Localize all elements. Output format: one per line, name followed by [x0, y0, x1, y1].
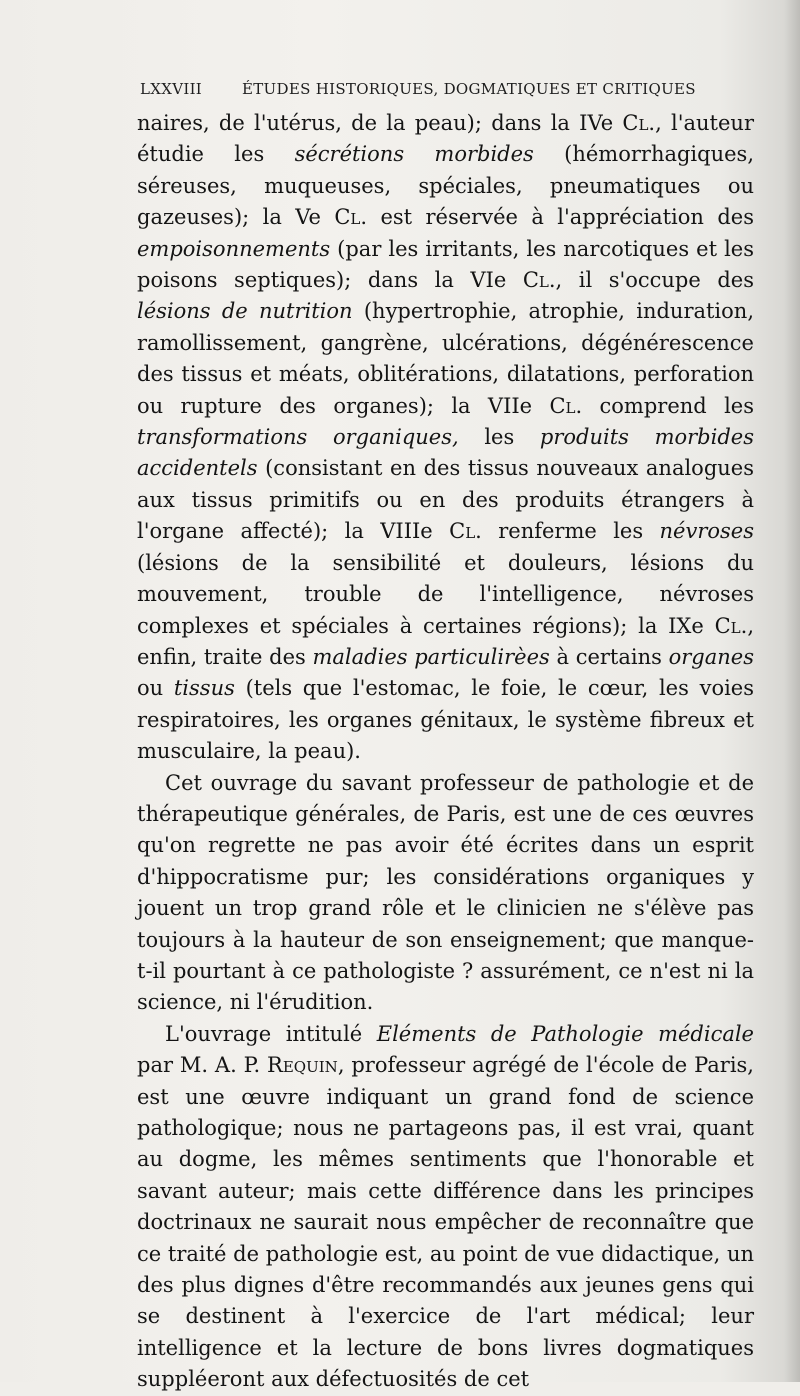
small-caps-text: Cl.: [522, 268, 556, 293]
italic-text: organes: [668, 644, 754, 669]
italic-text: tissus: [173, 676, 235, 701]
text-run: par M. A. P.: [137, 1053, 268, 1078]
text-run: ou: [137, 676, 174, 701]
text-run: , il s'occupe des: [555, 268, 754, 293]
text-run: Cet ouvrage du savant professeur de pathologie et de thérapeutique générales, de Paris, est une de ces œuvres qu'on regrette ne pas avoir été écrites dans un esprit d'hippocratisme pur; les considérations organiques y jouent un trop grand rôle et le clinicien ne s'élève pas toujours à la hauteur de son enseignement; que manque-t-il pourtant à ce pathologiste ? assurément, ce n'est ni la science, ni l'érudition.: [137, 770, 754, 1015]
paragraph: [137, 768, 754, 1019]
small-caps-text: Cl.: [622, 111, 656, 135]
italic-text: produits morbides accidentels: [137, 425, 754, 481]
small-caps-text: Cl.: [334, 205, 368, 230]
page-number: LXXVIII: [140, 80, 203, 98]
text-run: (tels que l'estomac, le foie, le cœur, les voies respiratoires, les organes génitaux, le système fibreux et musculaire, la peau).: [137, 676, 755, 764]
italic-text: Eléments de Pathologie médicale: [376, 1021, 754, 1046]
small-caps-text: Cl.: [549, 393, 583, 418]
text-run: , professeur agrégé de l'école de Paris, est une œuvre indiquant un grand fond de science pathologique; nous ne partageons pas, il est vrai, quant au dogme, les mêmes sentiments que l'honorable et savant auteur; mais cette différence dans les principes doctrinaux ne saurait nous empêcher de reconnaître que ce traité de pathologie est, au point de vue didactique, un des plus dignes d'être recommandés aux jeunes gens qui se destinent à l'exercice de l'art médical; leur intelligence et la lecture de bons livres dogmatiques suppléeront aux défectuosités de cet: [137, 1053, 754, 1392]
small-caps-text: Requin: [267, 1053, 338, 1078]
text-run: naires, de l'utérus, de la peau); dans la IVe: [137, 111, 623, 135]
running-title: ÉTUDES HISTORIQUES, DOGMATIQUES ET CRITIQUES: [242, 80, 696, 98]
small-caps-text: Cl.: [449, 519, 482, 544]
italic-text: empoisonnements: [137, 236, 331, 261]
text-run: (par les irritants, les narcotiques et les poisons septiques); dans la VIe: [137, 236, 754, 293]
text-run: les: [458, 425, 540, 450]
paragraph: [137, 1019, 754, 1396]
text-run: comprend les: [582, 393, 754, 418]
text-run: renferme les: [481, 519, 660, 544]
italic-text: transformations organiques,: [137, 425, 459, 450]
text-run: (lésions de la sensibilité et douleurs, lésions du mouvement, trouble de l'intelligence, névroses complexes et spéciales à certaines régions); la IXe: [137, 550, 754, 638]
small-caps-text: Cl.: [714, 613, 748, 638]
italic-text: lésions de nutrition: [137, 299, 353, 324]
text-run: à certains: [549, 644, 669, 669]
paragraph: [137, 108, 754, 768]
page-header: [140, 80, 760, 98]
text-run: , l'auteur étudie les: [137, 111, 754, 167]
italic-text: maladies particulirèes: [312, 644, 550, 669]
italic-text: névroses: [659, 519, 754, 544]
italic-text: sécrétions morbides: [294, 142, 534, 167]
text-run: (consistant en des tissus nouveaux analogues aux tissus primitifs ou en des produits étrangers à l'organe affecté); la VIIIe: [137, 456, 754, 544]
text-run: L'ouvrage intitulé: [165, 1021, 377, 1046]
text-run: (hémorrhagiques, séreuses, muqueuses, spéciales, pneumatiques ou gazeuses); la Ve: [137, 142, 754, 230]
text-run: , enfin, traite des: [137, 613, 754, 669]
body-text: [137, 108, 754, 1396]
text-run: est réservée à l'appréciation des: [367, 205, 754, 230]
text-run: (hypertrophie, atrophie, induration, ramollissement, gangrène, ulcérations, dégénérescence des tissus et méats, oblitérations, dilatations, perforation ou rupture des organes); la VIIe: [137, 299, 754, 418]
